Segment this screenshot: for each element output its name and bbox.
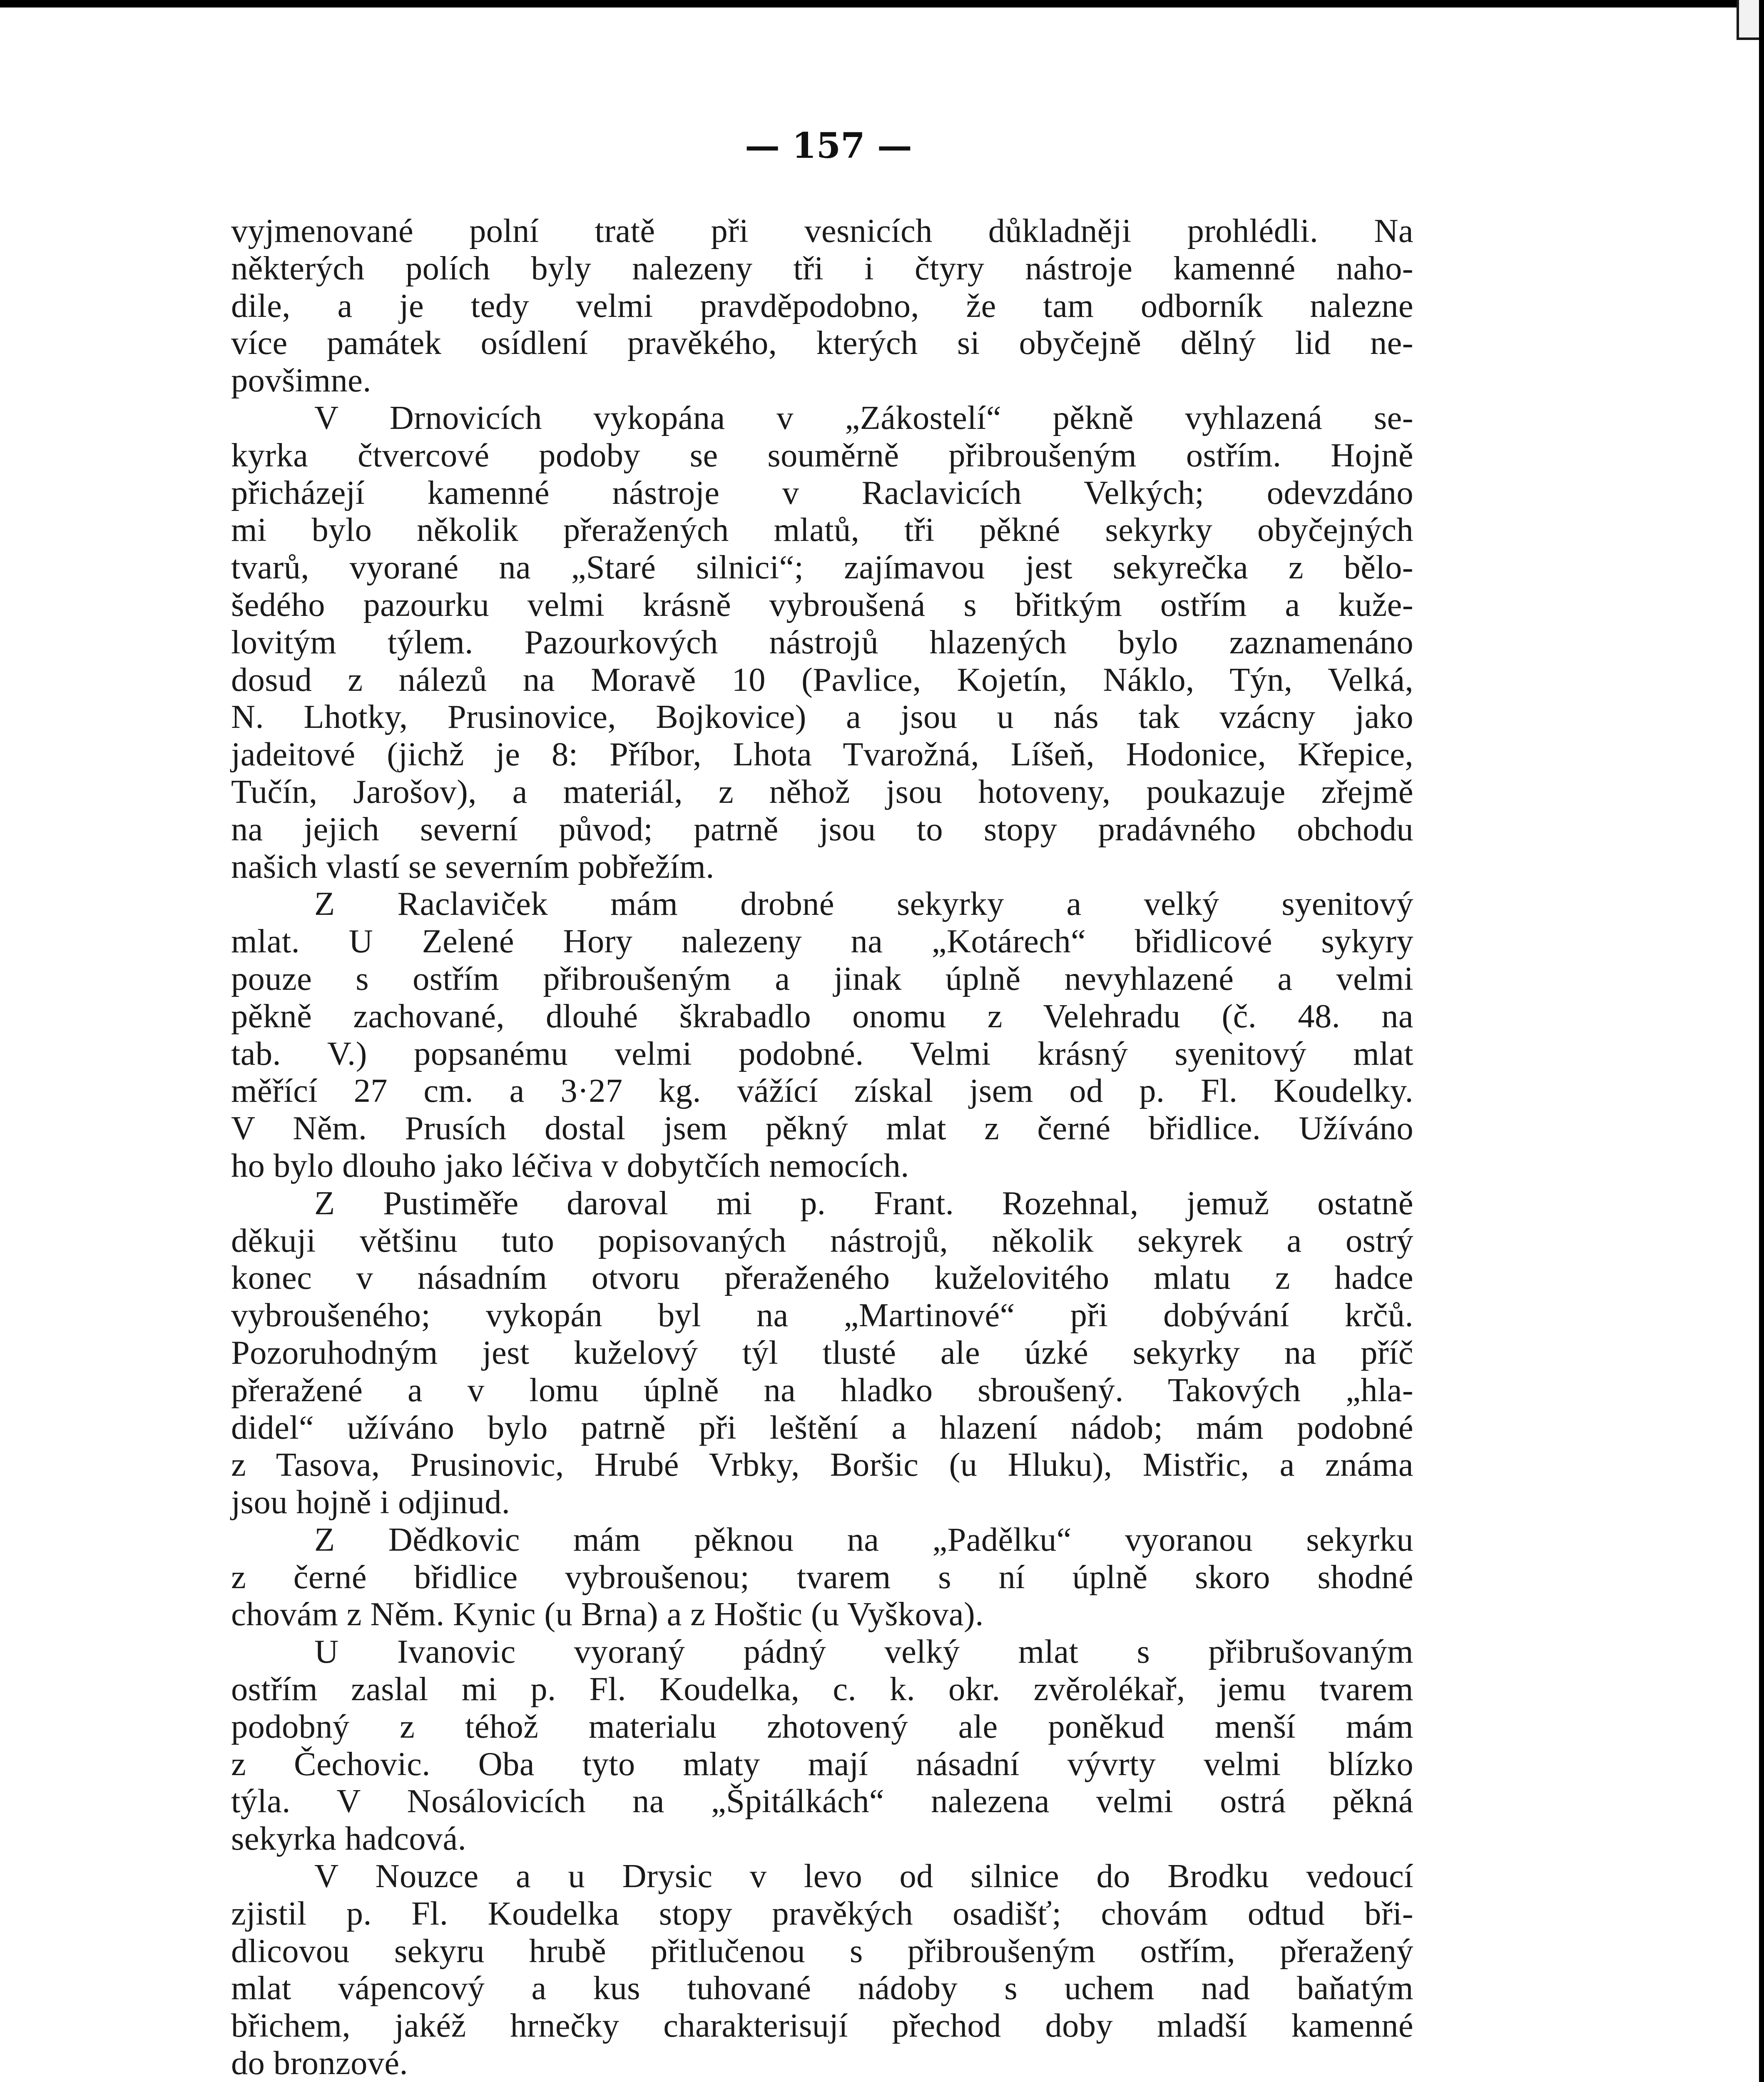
text-line: našich vlastí se severním pobřežím.	[231, 848, 714, 885]
text-line: tvarů, vyorané na „Staré silnici“; zajímavou jest sekyrečka z bělo-	[231, 549, 1413, 586]
text-line: podobný z téhož materialu zhotovený ale poněkud menší mám	[231, 1708, 1413, 1745]
text-line: vybroušeného; vykopán byl na „Martinové“ při dobývání krčů.	[231, 1297, 1413, 1334]
text-line: jsou hojně i odjinud.	[231, 1484, 510, 1521]
text-line: ho bylo dlouho jako léčiva v dobytčích nemocích.	[231, 1147, 909, 1184]
text-line: do bronzové.	[231, 2045, 408, 2082]
text-line: týla. V Nosálovicích na „Špitálkách“ nalezena velmi ostrá pěkná	[231, 1783, 1413, 1820]
page-number: — 157 —	[745, 125, 912, 166]
text-line: vyjmenované polní tratě při vesnicích důkladněji prohlédli. Na	[231, 212, 1413, 249]
text-line: z Tasova, Prusinovic, Hrubé Vrbky, Boršic (u Hluku), Mistřic, a známa	[231, 1446, 1413, 1484]
text-line: V Drnovicích vykopána v „Zákostelí“ pěkně vyhlazená se-	[314, 399, 1413, 436]
text-line: dlicovou sekyru hrubě přitlučenou s přibroušeným ostřím, přeražený	[231, 1932, 1413, 1970]
text-line: V Něm. Prusích dostal jsem pěkný mlat z černé břidlice. Užíváno	[231, 1110, 1413, 1147]
text-line: přicházejí kamenné nástroje v Raclavicích Velkých; odevzdáno	[231, 474, 1413, 511]
text-line: měřící 27 cm. a 3·27 kg. vážící získal jsem od p. Fl. Koudelky.	[231, 1072, 1413, 1110]
text-line: šedého pazourku velmi krásně vybroušená s břitkým ostřím a kuže-	[231, 586, 1413, 623]
text-line: V Nouzce a u Drysic v levo od silnice do Brodku vedoucí	[314, 1858, 1413, 1895]
text-line: mlat. U Zelené Hory nalezeny na „Kotárech“ břidlicové sykyry	[231, 923, 1413, 960]
text-line: některých polích byly nalezeny tři i čtyry nástroje kamenné naho-	[231, 249, 1413, 287]
text-line: U Ivanovic vyoraný pádný velký mlat s přibrušovaným	[314, 1633, 1413, 1671]
text-line: pěkně zachované, dlouhé škrabadlo onomu z Velehradu (č. 48. na	[231, 997, 1413, 1035]
text-line: Z Raclaviček mám drobné sekyrky a velký syenitový	[314, 885, 1413, 923]
scan-border-top	[0, 0, 1764, 7]
text-line: pouze s ostřím přibroušeným a jinak úplně nevyhlazené a velmi	[231, 960, 1413, 997]
text-line: na jejich severní původ; patrně jsou to stopy pradávného obchodu	[231, 810, 1413, 848]
text-line: děkuji většinu tuto popisovaných nástrojů, několik sekyrek a ostrý	[231, 1222, 1413, 1259]
text-line: kyrka čtvercové podoby se souměrně přibroušeným ostřím. Hojně	[231, 436, 1413, 474]
text-line: dosud z nálezů na Moravě 10 (Pavlice, Kojetín, Náklo, Týn, Velká,	[231, 661, 1413, 698]
text-line: mlat vápencový a kus tuhované nádoby s uchem nad baňatým	[231, 1970, 1413, 2007]
scan-corner-mark	[1737, 0, 1759, 40]
text-line: Z Dědkovic mám pěknou na „Padělku“ vyoranou sekyrku	[314, 1521, 1413, 1558]
text-line: mi bylo několik přeražených mlatů, tři pěkné sekyrky obyčejných	[231, 511, 1413, 549]
text-line: jadeitové (jichž je 8: Příbor, Lhota Tvarožná, Líšeň, Hodonice, Křepice,	[231, 736, 1413, 773]
text-line: konec v násadním otvoru přeraženého kuželovitého mlatu z hadce	[231, 1259, 1413, 1297]
text-line: břichem, jakéž hrnečky charakterisují přechod doby mladší kamenné	[231, 2007, 1413, 2045]
text-line: ostřím zaslal mi p. Fl. Koudelka, c. k. okr. zvěrolékař, jemu tvarem	[231, 1671, 1413, 1708]
text-line: chovám z Něm. Kynic (u Brna) a z Hoštic (u Vyškova).	[231, 1596, 984, 1633]
body-text	[231, 212, 1413, 2082]
text-line: zjistil p. Fl. Koudelka stopy pravěkých osadišť; chovám odtud bři-	[231, 1895, 1413, 1932]
text-line: sekyrka hadcová.	[231, 1820, 467, 1858]
text-line: Z Pustiměře daroval mi p. Frant. Rozehnal, jemuž ostatně	[314, 1184, 1413, 1222]
text-line: N. Lhotky, Prusinovice, Bojkovice) a jsou u nás tak vzácny jako	[231, 698, 1413, 736]
text-line: dile, a je tedy velmi pravděpodobno, že tam odborník nalezne	[231, 287, 1413, 324]
text-line: tab. V.) popsanému velmi podobné. Velmi krásný syenitový mlat	[231, 1035, 1413, 1072]
text-line: didel“ užíváno bylo patrně při leštění a hlazení nádob; mám podobné	[231, 1409, 1413, 1446]
text-line: povšimne.	[231, 362, 371, 399]
text-line: Tučín, Jarošov), a materiál, z něhož jsou hotoveny, poukazuje zřejmě	[231, 773, 1413, 810]
text-line: přeražené a v lomu úplně na hladko sbroušený. Takových „hla-	[231, 1371, 1413, 1409]
text-line: Pozoruhodným jest kuželový týl tlusté ale úzké sekyrky na příč	[231, 1334, 1413, 1371]
text-line: více památek osídlení pravěkého, kterých si obyčejně dělný lid ne-	[231, 324, 1413, 362]
text-line: z černé břidlice vybroušenou; tvarem s ní úplně skoro shodné	[231, 1558, 1413, 1596]
scan-border-right	[1759, 0, 1764, 2082]
text-line: lovitým týlem. Pazourkových nástrojů hlazených bylo zaznamenáno	[231, 623, 1413, 661]
text-line: z Čechovic. Oba tyto mlaty mají násadní vývrty velmi blízko	[231, 1745, 1413, 1783]
